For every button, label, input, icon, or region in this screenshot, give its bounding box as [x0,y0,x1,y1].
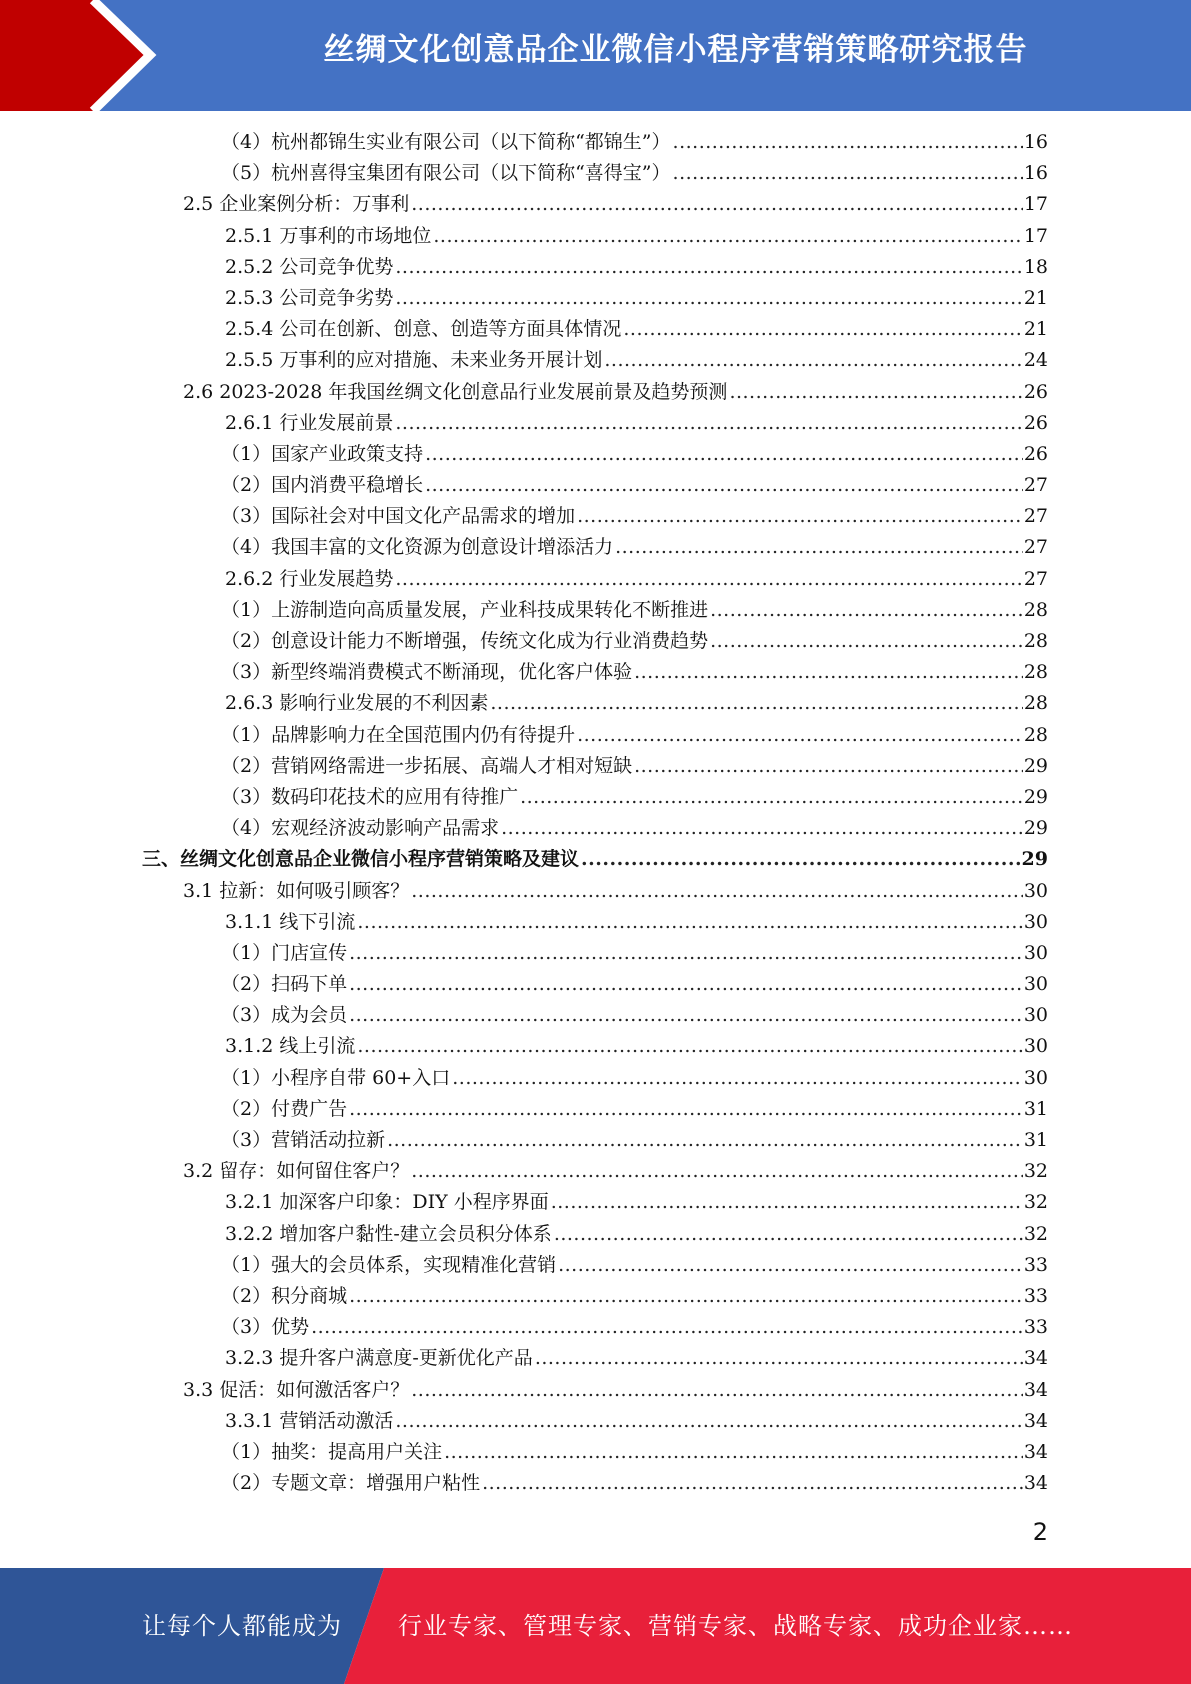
toc-entry-title: 2.6 2023-2028 年我国丝绸文化创意品行业发展前景及趋势预测 [183,380,728,403]
toc-entry[interactable] [0,158,1191,189]
toc-dot-leader [433,221,1022,252]
toc-dot-leader [425,470,1023,501]
toc-dot-leader [395,564,1022,595]
toc-dot-leader [673,158,1023,189]
toc-entry-page: 30 [1023,1035,1048,1058]
toc-entry-page: 32 [1023,1222,1048,1245]
toc-entry-page: 28 [1023,723,1048,746]
toc-dot-leader [411,876,1023,907]
toc-entry[interactable] [0,1343,1191,1374]
toc-entry-page: 27 [1023,536,1048,559]
toc-entry-title: 3.2.3 提升客户满意度-更新优化产品 [225,1347,533,1370]
header-arrow-decoration [0,0,160,111]
toc-entry[interactable] [0,283,1191,314]
toc-entry-page: 28 [1023,630,1048,652]
toc-entry-page: 30 [1023,973,1048,996]
toc-entry-title: （2）创意设计能力不断增强，传统文化成为行业消费趋势 [221,630,709,652]
toc-entry-title: 2.6.1 行业发展前景 [225,411,394,434]
toc-entry[interactable] [0,1375,1191,1406]
toc-entry[interactable] [0,408,1191,439]
toc-entry[interactable] [0,501,1191,532]
toc-entry[interactable] [0,1219,1191,1250]
toc-entry-title: 2.5.5 万事利的应对措施、未来业务开展计划 [225,349,603,372]
page-number: 2 [1032,1518,1048,1546]
toc-dot-leader [634,657,1023,688]
toc-entry-page: 29 [1023,785,1048,808]
footer-slogan-right: 行业专家、管理专家、营销专家、战略专家、成功企业家…… [398,1612,1073,1640]
toc-entry[interactable] [0,1250,1191,1281]
toc-dot-leader [395,408,1022,439]
toc-dot-leader [349,1281,1023,1312]
toc-entry-title: 3.1 拉新：如何吸引顾客？ [183,879,410,902]
toc-entry-page: 30 [1023,1004,1048,1027]
toc-entry-page: 26 [1023,411,1048,434]
toc-dot-leader [444,1437,1023,1468]
toc-entry-title: （1）国家产业政策支持 [221,442,424,465]
toc-entry-page: 34 [1023,1347,1048,1370]
toc-entry-title: （1）强大的会员体系，实现精准化营销 [221,1253,557,1276]
toc-entry-title: （1）抽奖：提高用户关注 [221,1440,443,1463]
toc-entry-title: （1）上游制造向高质量发展，产业科技成果转化不断推进 [221,598,709,621]
toc-dot-leader [395,1406,1022,1437]
toc-entry-title: 3.2 留存：如何留住客户？ [183,1160,410,1183]
toc-entry[interactable] [0,688,1191,719]
toc-entry[interactable] [0,938,1191,969]
toc-entry-title: 3.3 促活：如何激活客户？ [183,1378,410,1401]
toc-entry-page: 34 [1023,1440,1048,1463]
toc-entry-title: （2）国内消费平稳增长 [221,474,424,497]
toc-entry-title: （2）积分商城 [221,1284,348,1307]
toc-entry-page: 32 [1023,1160,1048,1183]
toc-entry-title: 3.1.2 线上引流 [225,1035,356,1058]
toc-dot-leader [357,907,1022,938]
toc-dot-leader [425,439,1023,470]
toc-entry-title: 3.3.1 营销活动激活 [225,1409,394,1432]
toc-entry[interactable] [0,345,1191,376]
toc-entry[interactable] [0,969,1191,1000]
toc-entry-page: 30 [1023,941,1048,964]
toc-dot-leader [349,938,1023,969]
toc-entry-page: 16 [1023,162,1048,185]
toc-entry[interactable] [0,751,1191,782]
page-header [0,0,1191,111]
toc-entry[interactable] [0,1031,1191,1062]
toc-entry[interactable] [0,377,1191,408]
toc-dot-leader [558,1250,1023,1281]
toc-entry-title: 2.6.3 影响行业发展的不利因素 [225,692,489,715]
toc-entry-page: 33 [1023,1284,1048,1307]
toc-dot-leader [411,189,1023,220]
toc-dot-leader [357,1031,1022,1062]
toc-entry-page: 29 [1023,817,1048,840]
toc-dot-leader [452,1063,1023,1094]
toc-entry-page: 34 [1023,1378,1048,1401]
toc-entry-title: （2）付费广告 [221,1097,348,1120]
toc-entry-page: 24 [1023,349,1048,372]
toc-entry[interactable] [0,626,1191,657]
toc-entry[interactable] [0,314,1191,345]
toc-entry-page: 21 [1023,318,1048,341]
toc-entry-page: 27 [1023,567,1048,590]
toc-entry-title: 3.1.1 线下引流 [225,910,356,933]
toc-entry-title: （5）杭州喜得宝集团有限公司（以下简称“喜得宝”） [221,162,671,185]
toc-entry-title: 3.2.1 加深客户印象：DIY 小程序界面 [225,1191,549,1214]
toc-entry-page: 28 [1023,692,1048,715]
toc-entry[interactable] [0,252,1191,283]
toc-dot-leader [411,1375,1023,1406]
toc-dot-leader [729,377,1022,408]
toc-entry-page: 30 [1023,910,1048,933]
toc-dot-leader [395,252,1022,283]
toc-entry-title: （3）数码印花技术的应用有待推广 [221,785,519,808]
toc-dot-leader [604,345,1022,376]
toc-dot-leader [482,1468,1023,1499]
toc-entry[interactable] [0,1125,1191,1156]
toc-entry-title: （1）门店宣传 [221,941,348,964]
toc-dot-leader [577,720,1023,751]
toc-entry-title: （4）宏观经济波动影响产品需求 [221,817,500,840]
report-title: 丝绸文化创意品企业微信小程序营销策略研究报告 [323,32,1028,68]
toc-entry-page: 33 [1023,1253,1048,1276]
toc-entry[interactable] [0,595,1191,626]
toc-dot-leader [349,969,1023,1000]
toc-entry[interactable] [0,813,1191,844]
toc-dot-leader [490,688,1022,719]
toc-entry[interactable] [0,1000,1191,1031]
toc-dot-leader [395,283,1022,314]
toc-entry-title: （3）营销活动拉新 [221,1129,386,1151]
toc-dot-leader [349,1094,1023,1125]
toc-entry-title: （3）新型终端消费模式不断涌现，优化客户体验 [221,661,633,684]
footer-slogan-left: 让每个人都能成为 [142,1612,342,1640]
toc-dot-leader [535,1343,1023,1374]
toc-entry[interactable] [0,782,1191,813]
table-of-contents [0,127,1191,1499]
toc-entry[interactable] [0,1312,1191,1343]
toc-entry-page: 28 [1023,598,1048,621]
toc-entry-page: 28 [1023,661,1048,684]
toc-entry[interactable] [0,439,1191,470]
toc-entry-page: 33 [1023,1316,1048,1339]
toc-entry[interactable] [0,720,1191,751]
toc-dot-leader [577,501,1023,532]
toc-entry[interactable] [0,1156,1191,1187]
toc-entry-page: 30 [1023,1066,1048,1089]
toc-entry-title: （3）优势 [221,1316,310,1339]
toc-dot-leader [551,1187,1023,1218]
toc-entry-title: （1）小程序自带 60+入口 [221,1066,451,1089]
toc-entry-page: 26 [1023,380,1048,403]
toc-entry-title: 2.5.4 公司在创新、创意、创造等方面具体情况 [225,318,622,341]
toc-entry-title: 3.2.2 增加客户黏性-建立会员积分体系 [225,1222,552,1245]
toc-entry-title: （4）我国丰富的文化资源为创意设计增添活力 [221,536,614,559]
toc-entry-page: 27 [1023,474,1048,497]
toc-entry[interactable] [0,1063,1191,1094]
toc-entry-page: 26 [1023,442,1048,465]
toc-entry-page: 18 [1023,255,1048,278]
toc-entry-title: （2）扫码下单 [221,973,348,996]
page-footer [0,1568,1191,1684]
toc-entry[interactable] [0,876,1191,907]
toc-entry-title: （3）国际社会对中国文化产品需求的增加 [221,505,576,528]
toc-entry[interactable] [0,844,1191,875]
toc-entry-page: 31 [1023,1129,1048,1151]
toc-dot-leader [501,813,1023,844]
toc-entry-page: 17 [1023,224,1048,247]
toc-entry-title: 三、丝绸文化创意品企业微信小程序营销策略及建议 [142,848,580,871]
toc-entry-page: 32 [1023,1191,1048,1214]
toc-dot-leader [387,1125,1023,1156]
toc-entry[interactable] [0,532,1191,563]
toc-entry-page: 34 [1023,1409,1048,1432]
toc-entry[interactable] [0,127,1191,158]
toc-entry[interactable] [0,1437,1191,1468]
toc-entry[interactable] [0,564,1191,595]
toc-entry-page: 34 [1023,1472,1048,1495]
toc-entry-title: （4）杭州都锦生实业有限公司（以下简称“都锦生”） [221,131,671,153]
toc-entry-page: 21 [1023,286,1048,309]
toc-entry-title: 2.5 企业案例分析：万事利 [183,193,410,216]
toc-dot-leader [623,314,1022,345]
toc-entry[interactable] [0,189,1191,220]
toc-entry-page: 17 [1023,193,1048,216]
toc-entry[interactable] [0,657,1191,688]
toc-entry[interactable] [0,1281,1191,1312]
toc-entry-title: 2.5.1 万事利的市场地位 [225,224,432,247]
toc-entry-page: 27 [1023,505,1048,528]
toc-entry-page: 29 [1021,848,1048,871]
toc-dot-leader [673,127,1023,158]
toc-entry[interactable] [0,1406,1191,1437]
toc-dot-leader [581,844,1021,875]
toc-entry-page: 29 [1023,754,1048,777]
toc-dot-leader [349,1000,1023,1031]
toc-dot-leader [520,782,1023,813]
toc-entry[interactable] [0,1094,1191,1125]
toc-entry[interactable] [0,221,1191,252]
toc-dot-leader [634,751,1023,782]
toc-entry-title: 2.6.2 行业发展趋势 [225,567,394,590]
toc-dot-leader [710,595,1023,626]
toc-dot-leader [710,626,1023,657]
toc-dot-leader [411,1156,1023,1187]
toc-dot-leader [554,1219,1023,1250]
toc-entry-title: （2）专题文章：增强用户粘性 [221,1472,481,1495]
toc-dot-leader [311,1312,1023,1343]
toc-entry-title: （2）营销网络需进一步拓展、高端人才相对短缺 [221,754,633,777]
toc-entry[interactable] [0,1187,1191,1218]
toc-dot-leader [615,532,1023,563]
toc-entry-page: 30 [1023,879,1048,902]
toc-entry-title: 2.5.2 公司竞争优势 [225,255,394,278]
toc-entry[interactable] [0,1468,1191,1499]
toc-entry-title: （1）品牌影响力在全国范围内仍有待提升 [221,723,576,746]
toc-entry-title: （3）成为会员 [221,1004,348,1027]
toc-entry-page: 16 [1023,131,1048,153]
toc-entry[interactable] [0,907,1191,938]
toc-entry-page: 31 [1023,1097,1048,1120]
toc-entry[interactable] [0,470,1191,501]
toc-entry-title: 2.5.3 公司竞争劣势 [225,286,394,309]
